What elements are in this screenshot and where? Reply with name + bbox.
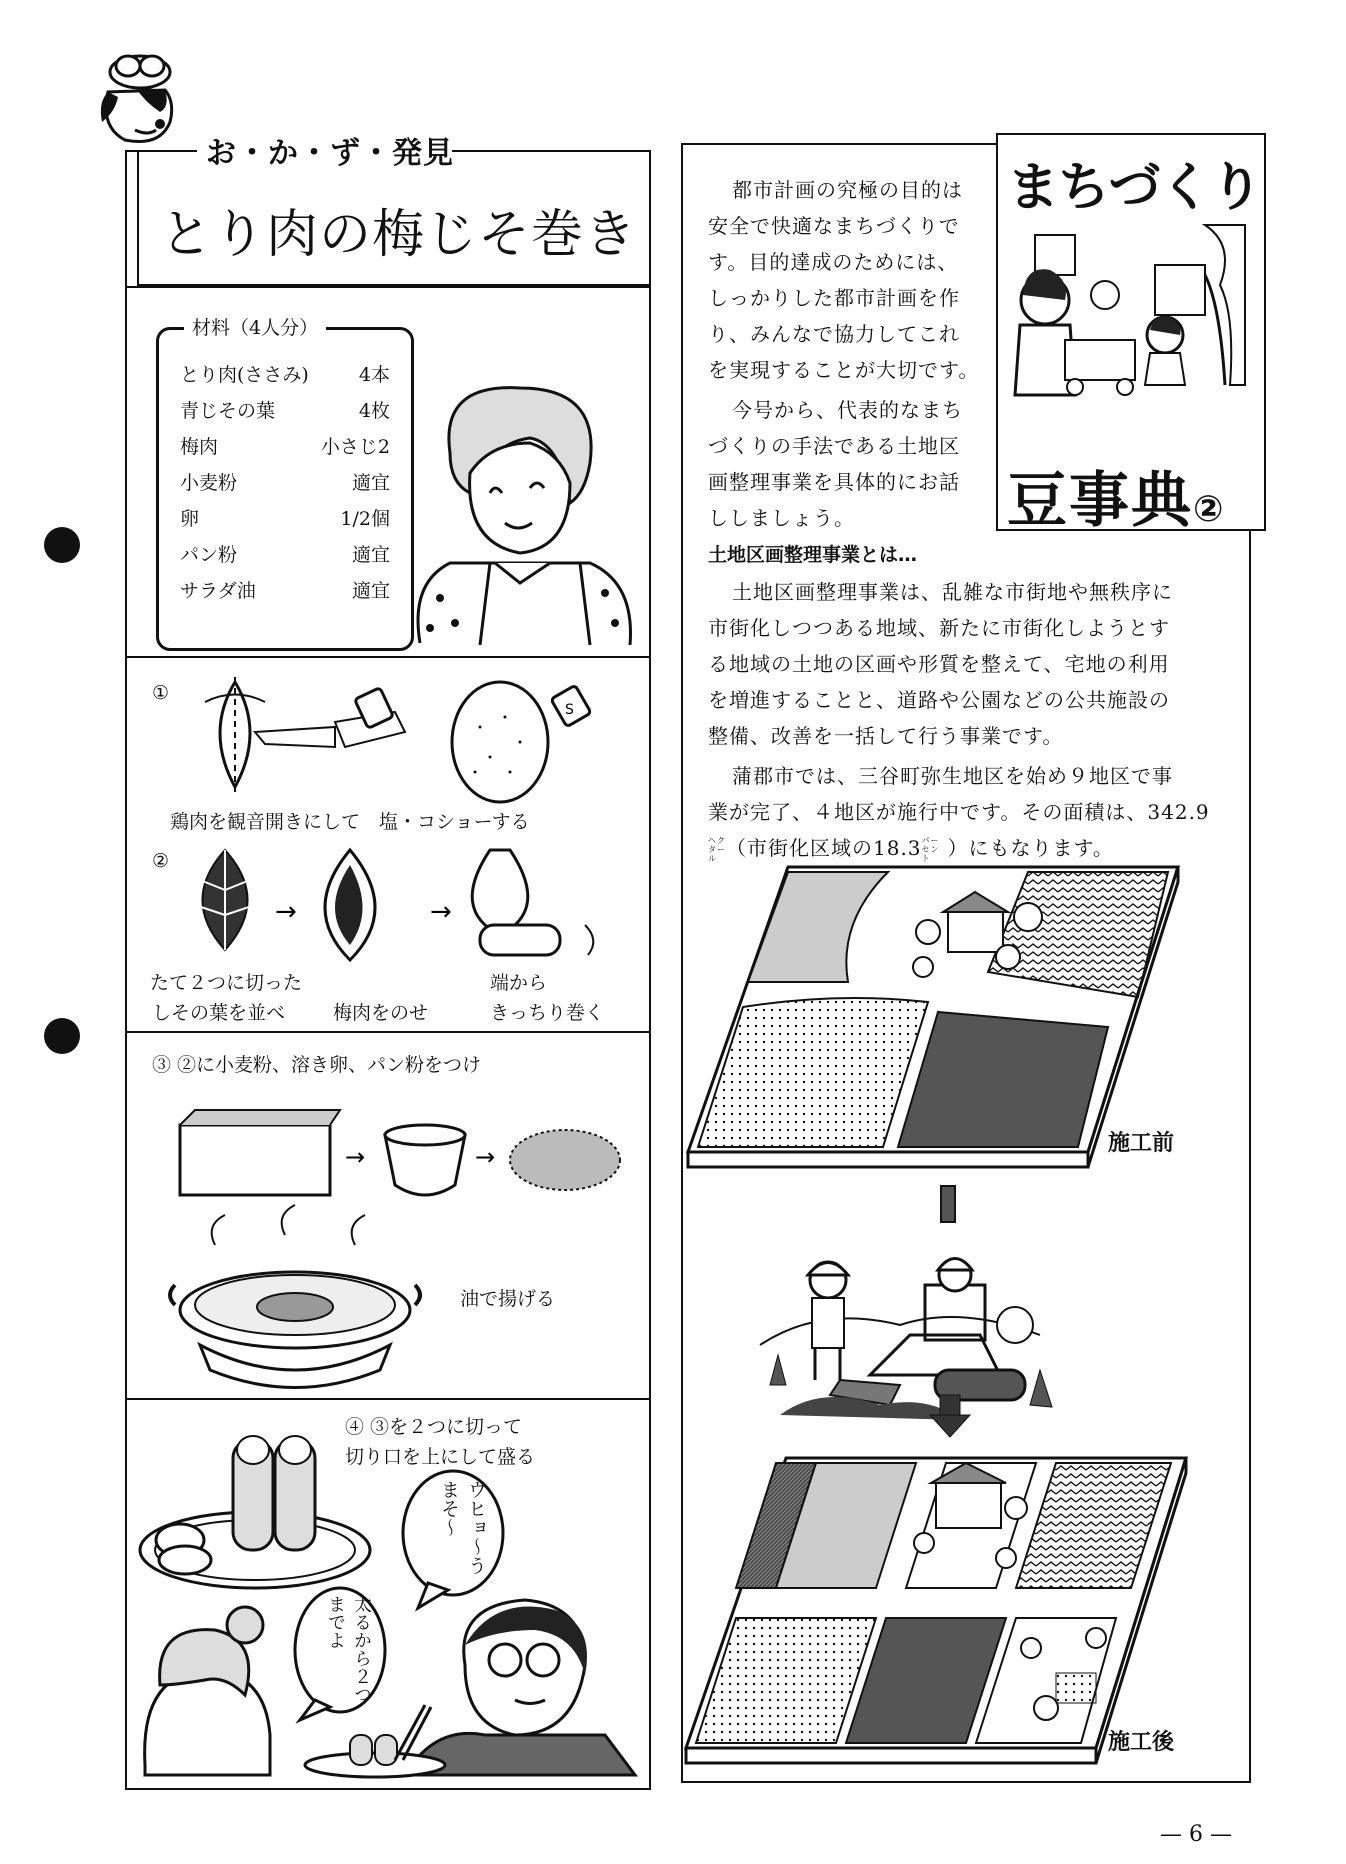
step3-fry-caption: 油で揚げる — [460, 1288, 556, 1310]
body-line-last: ヘクタール （市街化区域の18.3パーセント ）にもなります。 — [708, 836, 1114, 863]
label-after: 施工後 — [1108, 1730, 1175, 1755]
ingredient-row: パン粉 適宜 — [180, 544, 390, 566]
body-line: を増進することと、道路や公園などの公共施設の — [708, 688, 1170, 712]
process-arrow-down — [930, 1395, 970, 1437]
bubble-woman-text: 太るから２つまでよ — [325, 1595, 372, 1703]
recipe-title: とり肉の梅じそ巻き — [160, 205, 638, 265]
intro-line: づくりの手法である土地区 — [708, 434, 960, 458]
mame-title-top: まちづくり — [1007, 158, 1262, 218]
body-line: 整備、改善を一括して行う事業です。 — [708, 724, 1064, 748]
svg-text:→: → — [430, 897, 452, 927]
label-before: 施工前 — [1108, 1131, 1175, 1156]
ingredient-row: 青じその葉 4枚 — [180, 400, 390, 422]
townscape-illustration — [1005, 225, 1255, 425]
construction-illustration — [760, 1235, 1060, 1435]
mame-title-bottom: 豆事典② — [1007, 466, 1226, 536]
unit-hectare: ヘクタール — [708, 836, 726, 863]
ingredients-heading: 材料（4人分） — [184, 313, 326, 340]
chef-dog-mascot — [90, 52, 190, 152]
bubble-man-text: ウヒョ〜うまそ〜 — [438, 1480, 487, 1575]
intro-line: ししましょう。 — [708, 506, 855, 530]
panel-divider — [125, 656, 651, 658]
ingredient-row: 卵 1/2個 — [180, 508, 390, 530]
binder-hole — [44, 1018, 80, 1054]
intro-line: 安全で快適なまちづくりで — [708, 214, 960, 238]
intro-line: を実現することが大切です。 — [708, 358, 980, 382]
svg-text:→: → — [275, 897, 297, 927]
step2-caption-a1: たて２つに切った — [150, 972, 303, 994]
panel-divider — [125, 286, 651, 288]
body-line: 業が完了、４地区が施行中です。その面積は、342.9 — [708, 800, 1210, 824]
cook-woman-illustration — [410, 383, 640, 653]
unit-percent: パーセント — [921, 836, 940, 863]
salt-label: S — [565, 702, 574, 718]
step4-line2: 切り口を上にして盛る — [345, 1446, 536, 1468]
svg-text:→: → — [345, 1143, 366, 1171]
ingredient-row: 小麦粉 適宜 — [180, 472, 390, 494]
body-line: る地域の土地の区画や形質を整えて、宅地の利用 — [708, 652, 1170, 676]
land-before-diagram — [688, 862, 1178, 1172]
step2-number: ② — [152, 850, 170, 872]
body-line: 土地区画整理事業は、乱雑な市街地や無秩序に — [732, 580, 1173, 604]
step2-caption-c2: きっちり巻く — [490, 1002, 605, 1024]
body-line: 市街化しつつある地域、新たに市街化しようとす — [708, 616, 1170, 640]
step1-illustration — [185, 672, 575, 792]
step2-caption-b: 梅肉をのせ — [333, 1002, 429, 1024]
page-number: — 6 — — [1160, 1822, 1232, 1847]
step3-caption: ③ ②に小麦粉、溶き卵、パン粉をつけ — [152, 1054, 482, 1076]
intro-line: しっかりした都市計画を作 — [708, 286, 960, 310]
dining-couple-illustration — [135, 1585, 635, 1785]
ingredient-row: とり肉(ささみ) 4本 — [180, 364, 390, 386]
intro-line: 今号から、代表的なまち — [732, 398, 963, 422]
step1-number: ① — [152, 682, 170, 704]
step2-caption-c1: 端から — [490, 972, 548, 994]
series-label: お・か・ず・発見 — [206, 136, 454, 171]
panel-divider — [125, 1031, 651, 1033]
step3-illustration — [175, 1105, 635, 1405]
step2-caption-a2: しその葉を並べ — [152, 1002, 286, 1024]
step1-caption: 鶏肉を観音開きにして 塩・コショーする — [170, 811, 530, 833]
intro-line: す。目的達成のためには、 — [708, 250, 959, 274]
issue-number: ② — [1193, 489, 1226, 530]
svg-text:→: → — [475, 1143, 496, 1171]
section-subheading: 土地区画整理事業とは… — [708, 544, 918, 566]
intro-line: 画整理事業を具体的にお話 — [708, 470, 960, 494]
binder-hole — [44, 527, 80, 563]
intro-line: り、みんなで協力してこれ — [708, 322, 960, 346]
process-arrow-bar — [940, 1185, 956, 1223]
body-line: 蒲郡市では、三谷町弥生地区を始め９地区で事 — [732, 764, 1173, 788]
ingredient-row: 梅肉 小さじ2 — [180, 436, 390, 458]
step2-illustration — [180, 840, 610, 970]
step4-plate-illustration — [135, 1420, 375, 1590]
intro-line: 都市計画の究極の目的は — [732, 178, 963, 202]
step4-line1: ④ ③を２つに切って — [345, 1416, 523, 1438]
ingredient-row: サラダ油 適宜 — [180, 580, 390, 602]
